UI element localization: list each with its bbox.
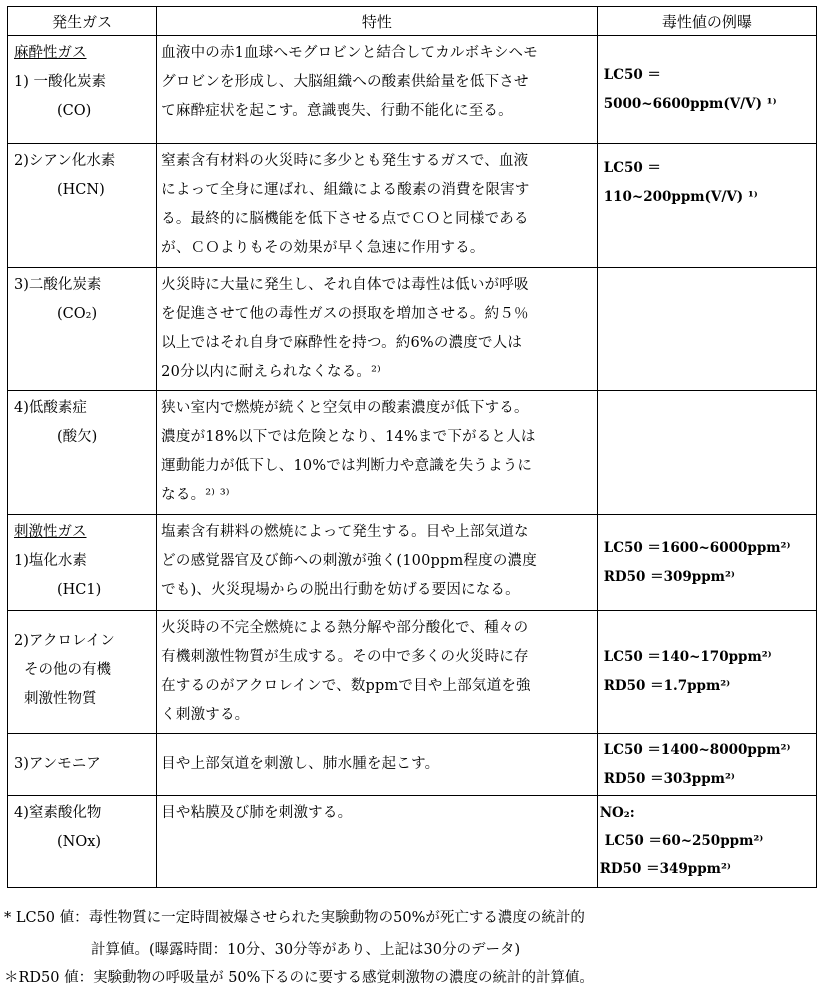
gas-cell bbox=[8, 391, 157, 515]
property-line: 狭い室内で燃焼が続くと空気申の酸素濃度が低下する。 bbox=[161, 400, 529, 416]
property-line: によって全身に運ばれ、組織による酸素の消費を限害す bbox=[161, 182, 530, 198]
toxicity-line: 110~200ppm(V/V) ¹⁾ bbox=[603, 189, 758, 205]
toxicity-line: 5000~6600ppm(V/V) ¹⁾ bbox=[603, 95, 777, 112]
property-line: 塩素含有耕料の燃焼によって発生する。目や上部気道な bbox=[161, 524, 529, 540]
property-cell bbox=[157, 268, 598, 391]
toxicity-line: LC50 ＝1400~8000ppm²⁾ bbox=[603, 741, 791, 758]
gas-cell bbox=[8, 796, 157, 888]
table-header-row bbox=[8, 7, 817, 36]
gas-cell bbox=[8, 268, 157, 391]
toxicity-cell-empty bbox=[597, 268, 816, 391]
toxicity-line: LC50 ＝ bbox=[603, 66, 661, 83]
toxicity-line: RD50 ＝1.7ppm²⁾ bbox=[603, 678, 731, 694]
property-line: 在するのがアクロレインで、数ppmで目や上部気道を強 bbox=[161, 678, 531, 694]
gas-cell bbox=[8, 734, 157, 796]
property-line: 目や粘膜及び肺を刺激する。 bbox=[161, 805, 353, 821]
header-property: 特性 bbox=[157, 7, 598, 36]
gas-name-line: その他の有機 bbox=[24, 662, 111, 678]
table-row bbox=[8, 36, 817, 144]
property-line: る。最終的に脳機能を低下させる点でＣＯと同様である bbox=[161, 211, 529, 227]
toxicity-cell bbox=[597, 515, 816, 611]
category-label: 麻酔性ガス bbox=[14, 45, 87, 61]
property-cell bbox=[157, 36, 598, 144]
footnote-rd50: ＊RD50 値：実験動物の呼吸量が 50%下るのに要する感覚刺激物の濃度の統計的計算値。 bbox=[4, 970, 594, 986]
gas-name: 2)シアン化水素 bbox=[14, 153, 116, 169]
table-row bbox=[8, 734, 817, 796]
property-cell bbox=[157, 734, 598, 796]
property-line: く刺激する。 bbox=[161, 707, 250, 723]
category-label: 刺激性ガス bbox=[14, 524, 87, 540]
property-line: 火災時に大量に発生し、それ自体では毒性は低いが呼吸 bbox=[161, 277, 529, 293]
table-row bbox=[8, 144, 817, 268]
property-line: どの感覚器官及び飾への刺激が強く(100ppm程度の濃度 bbox=[161, 553, 537, 569]
footnote-lc50-cont: 計算値。(曝露時間：10分、30分等があり、上記は30分のデータ) bbox=[91, 942, 521, 958]
gas-name: 2)アクロレイン bbox=[14, 633, 115, 649]
gas-formula: (HC1) bbox=[57, 582, 102, 598]
property-line: 以上ではそれ自身で麻酔性を持つ。約6%の濃度で人は bbox=[161, 335, 523, 351]
property-line: 運動能力が低下し、10%では判断力や意識を失うように bbox=[161, 458, 533, 474]
table-row bbox=[8, 515, 817, 611]
gas-name: 1) 一酸化炭素 bbox=[14, 74, 106, 90]
gas-formula: (CO₂) bbox=[57, 306, 98, 322]
property-line: なる。²⁾ ³⁾ bbox=[161, 487, 230, 503]
toxicity-line: LC50 ＝1600~6000ppm²⁾ bbox=[603, 539, 791, 556]
table-row bbox=[8, 391, 817, 515]
gas-cell bbox=[8, 611, 157, 734]
property-cell bbox=[157, 796, 598, 888]
property-line: 窒素含有材料の火災時に多少とも発生するガスで、血液 bbox=[161, 153, 529, 169]
table-row bbox=[8, 611, 817, 734]
toxicity-cell bbox=[597, 796, 816, 888]
gas-name: 4)窒素酸化物 bbox=[14, 805, 102, 821]
gas-cell bbox=[8, 515, 157, 611]
property-line: 20分以内に耐えられなくなる。²⁾ bbox=[161, 364, 381, 380]
toxicity-cell bbox=[597, 611, 816, 734]
gas-formula: (CO) bbox=[57, 103, 92, 119]
toxicity-cell bbox=[597, 36, 816, 144]
property-line: 血液中の赤1血球へモグロビンと結合してカルボキシヘモ bbox=[161, 45, 538, 61]
header-gas: 発生ガス bbox=[8, 7, 157, 36]
property-line: が、ＣＯよりもその効果が早く急速に作用する。 bbox=[161, 240, 485, 256]
table-row bbox=[8, 796, 817, 888]
property-line: 有機刺激性物質が生成する。その中で多くの火災時に存 bbox=[161, 649, 529, 665]
toxicity-line: RD50 ＝349ppm²⁾ bbox=[599, 861, 731, 877]
property-line: 目や上部気道を刺激し、肺水腫を起こす。 bbox=[161, 756, 440, 772]
gas-formula: (酸欠) bbox=[57, 429, 98, 445]
gas-cell bbox=[8, 36, 157, 144]
toxicity-cell-empty bbox=[597, 391, 816, 515]
property-line: でも)、火災現場からの脱出行動を妨げる要因になる。 bbox=[161, 582, 520, 598]
toxicity-line: LC50 ＝140~170ppm²⁾ bbox=[603, 649, 772, 665]
gas-name: 3)二酸化炭素 bbox=[14, 277, 102, 293]
toxicity-line: RD50 ＝303ppm²⁾ bbox=[603, 770, 735, 787]
toxicity-cell bbox=[597, 734, 816, 796]
toxicity-line: LC50 ＝ bbox=[603, 160, 661, 176]
header-toxicity: 毒性値の例曝 bbox=[597, 7, 816, 36]
property-cell bbox=[157, 611, 598, 734]
table-row bbox=[8, 268, 817, 391]
gas-formula: (HCN) bbox=[57, 182, 105, 198]
gas-toxicity-table bbox=[7, 6, 817, 888]
gas-name-line: 刺激性物質 bbox=[24, 691, 97, 707]
gas-cell bbox=[8, 144, 157, 268]
property-cell bbox=[157, 144, 598, 268]
footnote-lc50: * LC50 値：毒性物質に一定時間被爆させられた実験動物の50%が死亡する濃度の統計的 bbox=[4, 910, 585, 926]
property-line: を促進させて他の毒性ガスの摂取を増加させる。約５％ bbox=[161, 306, 529, 322]
toxicity-line: RD50 ＝309ppm²⁾ bbox=[603, 568, 735, 585]
property-cell bbox=[157, 515, 598, 611]
toxicity-cell bbox=[597, 144, 816, 268]
gas-name: 4)低酸素症 bbox=[14, 400, 87, 416]
property-line: 火災時の不完全燃焼による熱分解や部分酸化で、種々の bbox=[161, 620, 529, 636]
gas-name: 3)アンモニア bbox=[14, 756, 101, 772]
property-line: グロビンを形成し、大脳組織への酸素供給量を低下させ bbox=[161, 74, 529, 90]
gas-name: 1)塩化水素 bbox=[14, 553, 87, 569]
property-line: 濃度が18%以下では危険となり、14%まで下がると人は bbox=[161, 429, 536, 445]
property-line: て麻酔症状を起こす。意識喪失、行動不能化に至る。 bbox=[161, 103, 513, 119]
gas-formula: (NOx) bbox=[57, 834, 102, 850]
property-cell bbox=[157, 391, 598, 515]
toxicity-line: NO₂: bbox=[599, 805, 635, 821]
toxicity-line: LC50 ＝60~250ppm²⁾ bbox=[604, 833, 764, 849]
